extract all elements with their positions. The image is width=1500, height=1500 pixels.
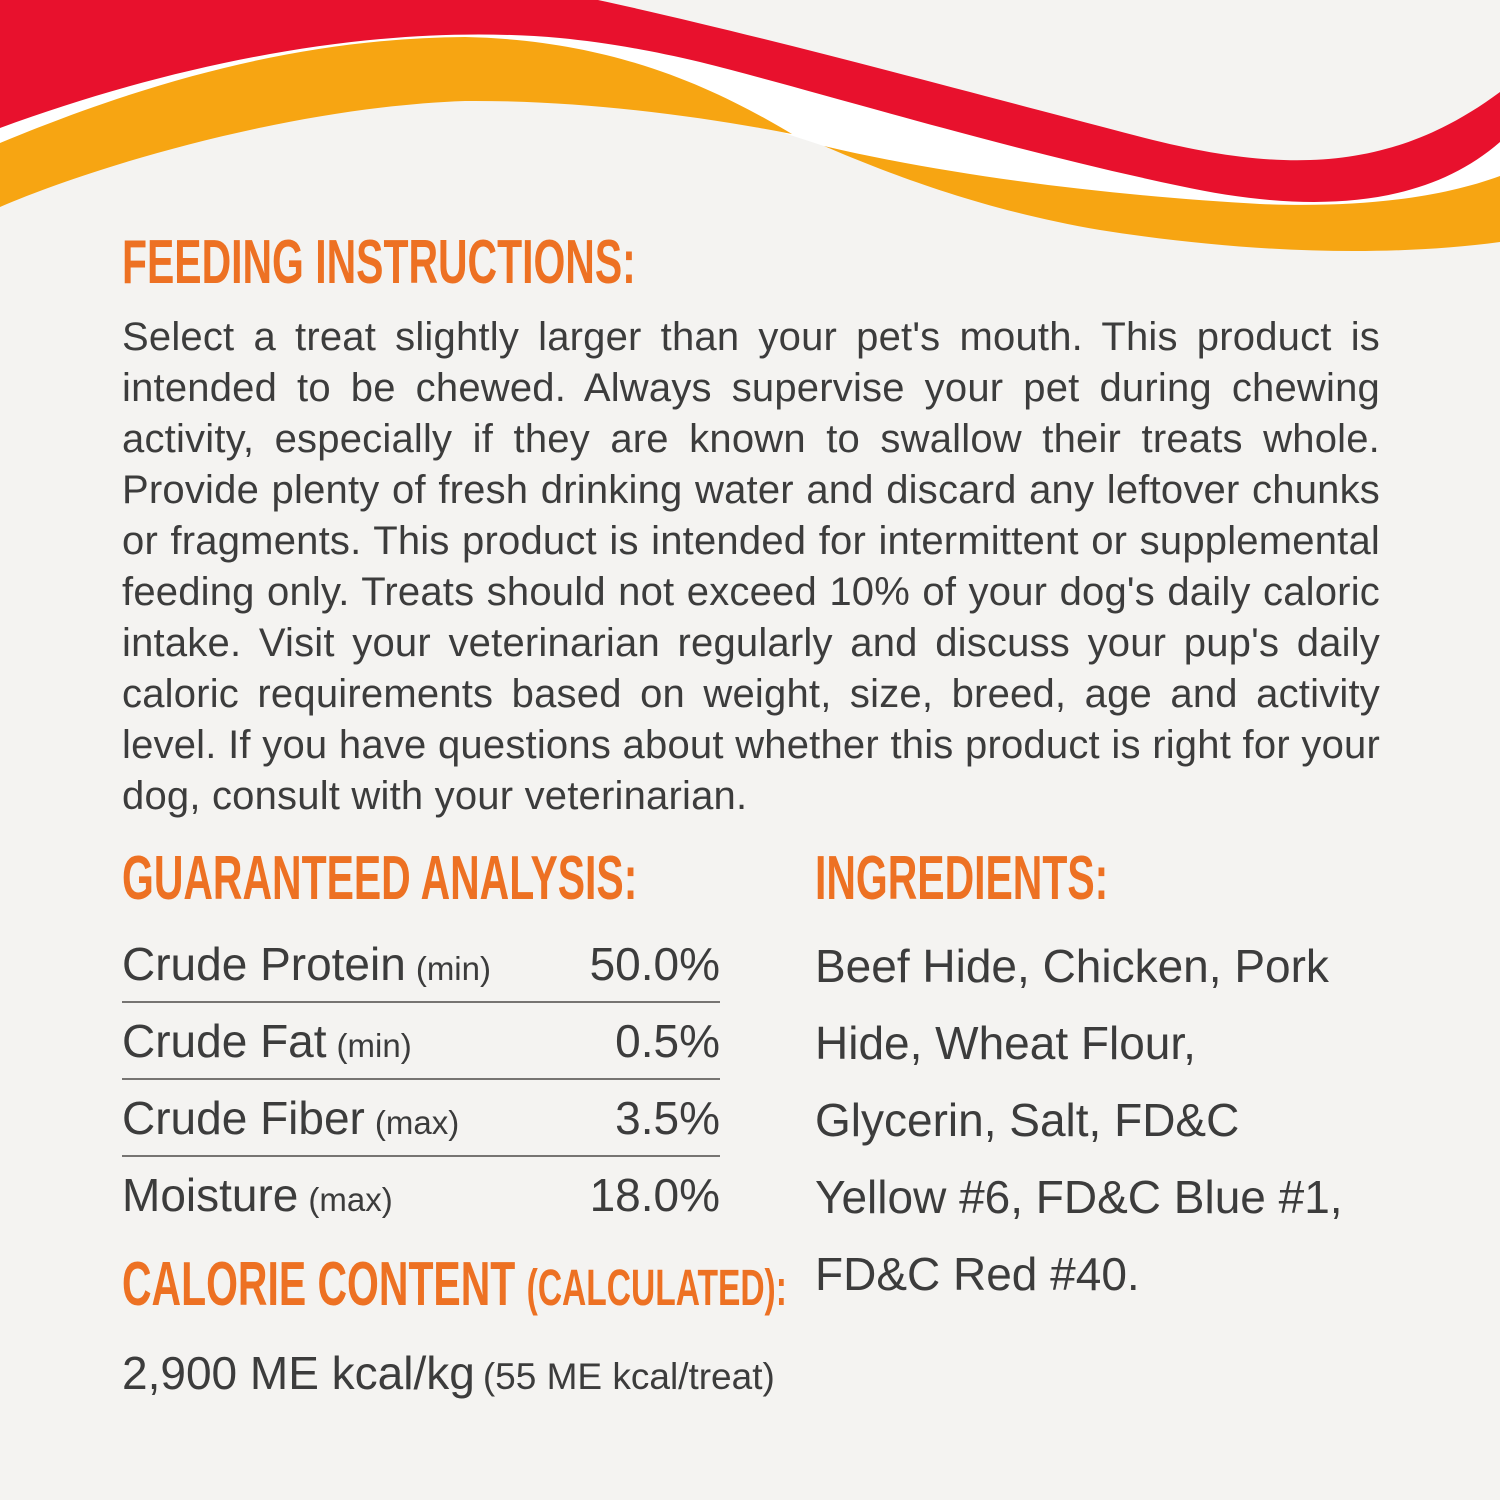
- ingredients-text: Beef Hide, Chicken, Pork Hide, Wheat Flour, Glycerin, Salt, FD&C Yellow #6, FD&C Blue #1, FD&C Red #40.: [815, 940, 1343, 1300]
- nutrient-value: 18.0%: [589, 1169, 720, 1221]
- nutrient-label: [122, 1168, 393, 1222]
- feeding-instructions-text: Select a treat slightly larger than your pet's mouth. This product is intended to be chewed. Always supervise your pet during chewing activity, especially if they are known to swallow their treats whole. Provide plenty of fresh drinking water and discard any leftover chunks or fragments. This product is intended for intermittent or supplemental feeding only. Treats should not exceed 10% of your dog's daily caloric intake. Visit your veterinarian regularly and discuss your pup's daily caloric requirements based on weight, size, breed, age and activity level. If you have questions about whether this product is right for your dog, consult with your veterinarian.: [122, 315, 1380, 818]
- nutrient-qualifier: (min): [415, 950, 491, 987]
- analysis-table: [122, 926, 720, 1232]
- ingredients-heading-text: INGREDIENTS:: [815, 844, 1109, 913]
- ingredients-heading: [815, 844, 1381, 913]
- nutrient-qualifier: (max): [374, 1104, 460, 1141]
- nutrient-value: 3.5%: [615, 1092, 720, 1144]
- nutrient-value: 0.5%: [615, 1015, 720, 1067]
- calorie-value-line: [122, 1346, 775, 1400]
- calorie-value: 2,900 ME kcal/kg: [122, 1347, 475, 1399]
- nutrient-label: [122, 1091, 459, 1145]
- guaranteed-analysis-heading-text: GUARANTEED ANALYSIS:: [122, 844, 638, 913]
- guaranteed-analysis-heading: [122, 844, 720, 913]
- nutrient-label: [122, 1014, 412, 1068]
- nutrient-value: 50.0%: [589, 938, 720, 990]
- feeding-instructions-heading-text: FEEDING INSTRUCTIONS:: [122, 228, 636, 297]
- nutrient-qualifier: (min): [336, 1027, 412, 1064]
- guaranteed-analysis-section: [122, 844, 787, 1400]
- feeding-instructions-section: [122, 228, 1380, 862]
- table-row: [122, 1078, 720, 1155]
- feeding-instructions-heading: [122, 228, 1380, 297]
- calorie-content-heading-qualifier: (CALCULATED):: [526, 1259, 787, 1316]
- nutrient-name: Crude Fat: [122, 1015, 327, 1067]
- table-row: [122, 1155, 720, 1232]
- ingredients-section: [815, 844, 1381, 1359]
- table-row: [122, 926, 720, 1001]
- nutrient-name: Crude Protein: [122, 938, 406, 990]
- calorie-content-heading: [122, 1250, 787, 1319]
- calorie-note: (55 ME kcal/treat): [482, 1356, 775, 1397]
- nutrient-label: [122, 937, 491, 991]
- table-row: [122, 1001, 720, 1078]
- nutrient-name: Crude Fiber: [122, 1092, 365, 1144]
- nutrient-qualifier: (max): [308, 1181, 393, 1218]
- nutrient-name: Moisture: [122, 1169, 299, 1221]
- calorie-content-heading-main: CALORIE CONTENT: [122, 1250, 516, 1319]
- calorie-content-heading-text: [122, 1250, 787, 1319]
